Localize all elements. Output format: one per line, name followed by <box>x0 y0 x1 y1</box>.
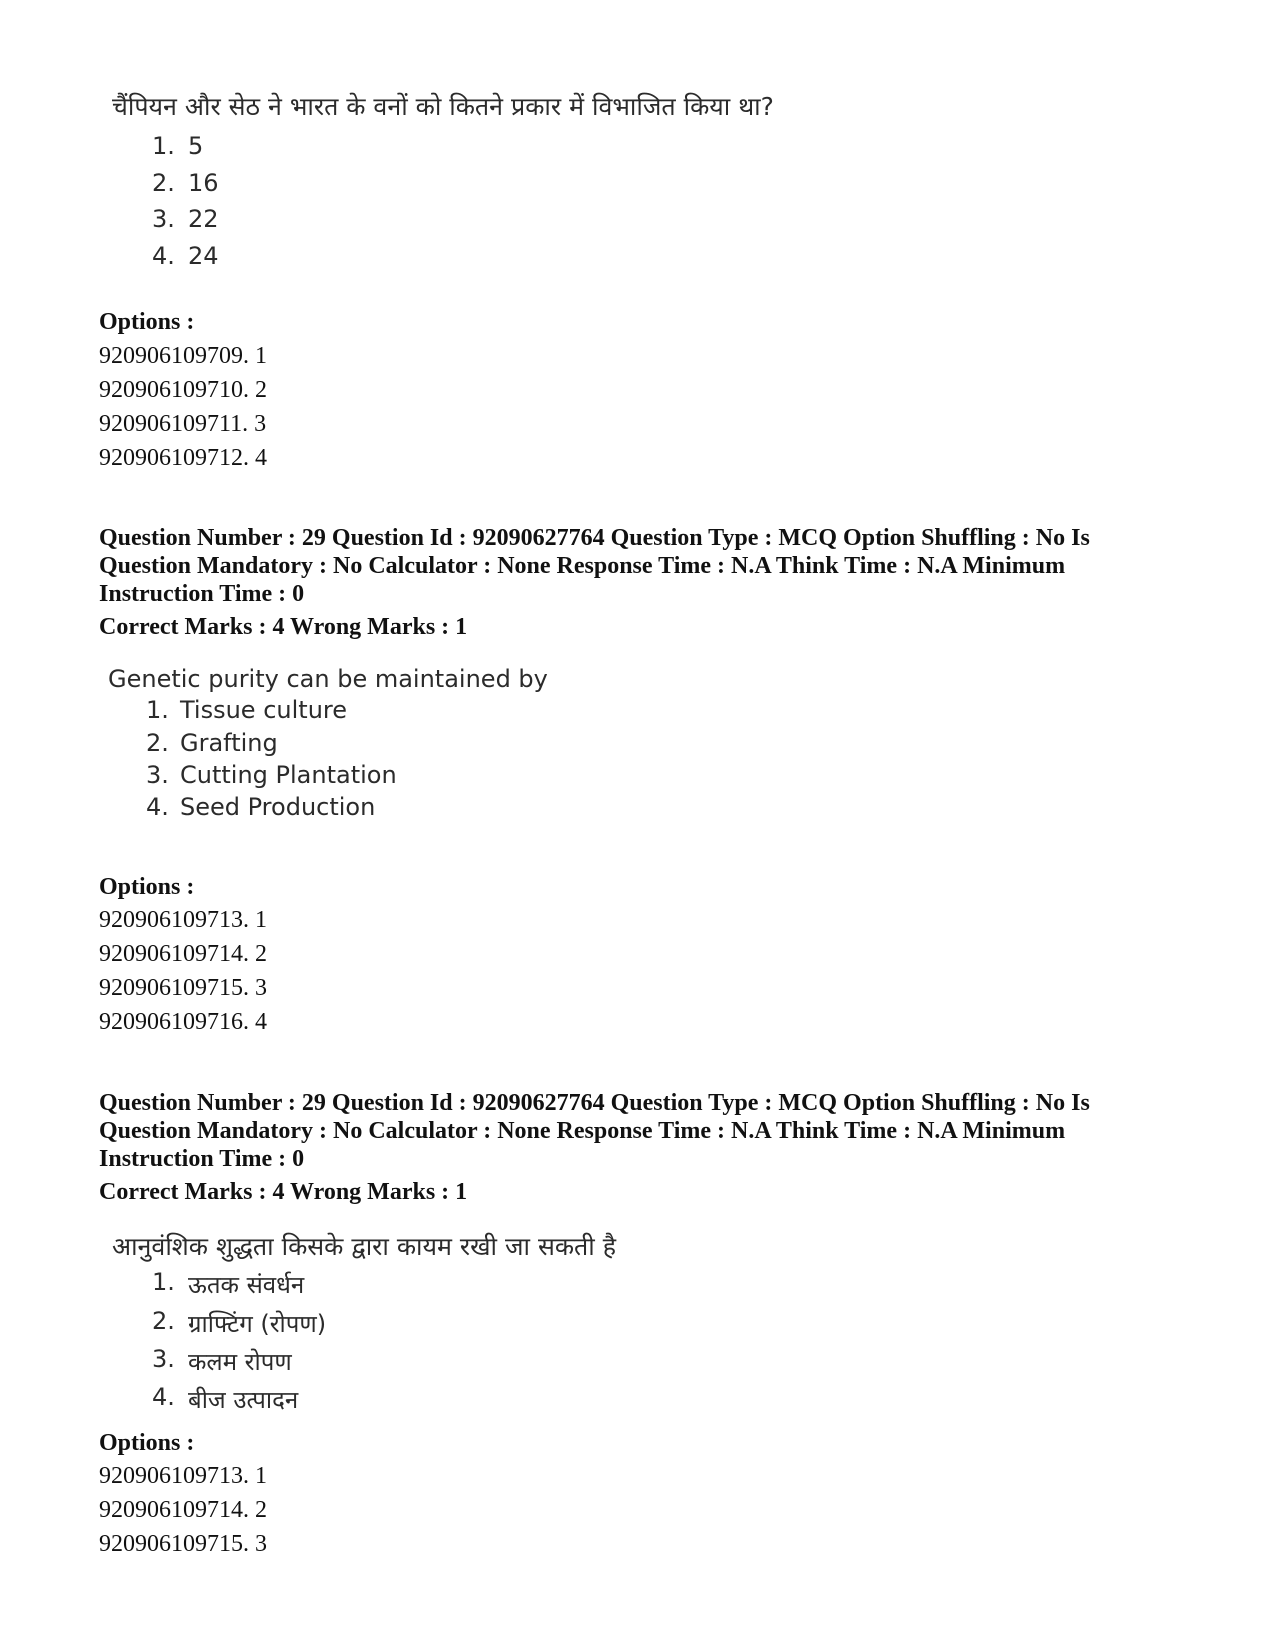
choice-item <box>152 242 452 276</box>
choice-text: बीज उत्पादन <box>188 1386 299 1414</box>
choice-number: 1. <box>146 696 169 724</box>
question-meta <box>99 1089 1199 1173</box>
option-item: 920906109713. 1 <box>99 1463 267 1489</box>
choice-item <box>152 205 452 239</box>
choice-number: 4. <box>152 242 175 270</box>
choice-number: 1. <box>152 132 175 160</box>
choice-number: 2. <box>152 169 175 197</box>
choice-text: ऊतक संवर्धन <box>188 1271 305 1299</box>
choice-number: 3. <box>152 1345 175 1373</box>
choice-item <box>146 793 606 825</box>
choice-number: 2. <box>152 1307 175 1335</box>
question-image-1 <box>112 90 832 280</box>
meta-line: Instruction Time : 0 <box>99 581 305 607</box>
options-heading: Options : <box>99 1430 195 1456</box>
options-list <box>99 903 267 1039</box>
choice-item <box>152 1307 612 1341</box>
option-item: 920906109711. 3 <box>99 411 267 437</box>
meta-line: Question Mandatory : No Calculator : None Response Time : N.A Think Time : N.A Minimum <box>99 553 1066 579</box>
choice-text: 22 <box>188 205 219 233</box>
choice-text: 16 <box>188 169 219 197</box>
choice-number: 1. <box>152 1268 175 1296</box>
choice-item <box>152 169 452 203</box>
choice-text: 5 <box>188 132 204 160</box>
meta-line: Question Number : 29 Question Id : 92090627764 Question Type : MCQ Option Shuffling : No Is <box>99 525 1090 551</box>
marks-line: Correct Marks : 4 Wrong Marks : 1 <box>99 1179 468 1205</box>
choice-text: Grafting <box>180 729 278 757</box>
choice-item <box>152 132 452 166</box>
options-list <box>99 1459 267 1561</box>
choice-item <box>152 1268 612 1302</box>
choice-text: कलम रोपण <box>188 1348 292 1376</box>
question-text: Genetic purity can be maintained by <box>108 665 548 693</box>
option-item: 920906109715. 3 <box>99 975 267 1001</box>
meta-line: Instruction Time : 0 <box>99 1146 305 1172</box>
meta-line: Question Number : 29 Question Id : 92090627764 Question Type : MCQ Option Shuffling : No Is <box>99 1090 1090 1116</box>
question-meta <box>99 524 1199 608</box>
option-item: 920906109716. 4 <box>99 1009 267 1035</box>
options-list <box>99 339 267 475</box>
choice-text: Tissue culture <box>180 696 348 724</box>
option-item: 920906109713. 1 <box>99 907 267 933</box>
choice-number: 3. <box>152 205 175 233</box>
choice-number: 4. <box>146 793 169 821</box>
options-heading: Options : <box>99 309 195 335</box>
meta-line: Question Mandatory : No Calculator : None Response Time : N.A Think Time : N.A Minimum <box>99 1118 1066 1144</box>
question-text: आनुवंशिक शुद्धता किसके द्वारा कायम रखी जा सकती है <box>112 1232 617 1261</box>
choice-text: 24 <box>188 242 219 270</box>
choice-text: ग्राफ्टिंग (रोपण) <box>188 1310 327 1338</box>
choice-item <box>146 729 606 761</box>
choice-number: 4. <box>152 1383 175 1411</box>
option-item: 920906109714. 2 <box>99 1497 267 1523</box>
choice-item <box>146 696 606 728</box>
choice-text: Seed Production <box>180 793 376 821</box>
option-item: 920906109715. 3 <box>99 1531 267 1557</box>
question-image-3 <box>112 1230 672 1420</box>
choice-item <box>152 1383 612 1417</box>
option-item: 920906109714. 2 <box>99 941 267 967</box>
question-text: चैंपियन और सेठ ने भारत के वनों को कितने प्रकार में विभाजित किया था? <box>112 92 774 121</box>
choice-text: Cutting Plantation <box>180 761 397 789</box>
question-image-2 <box>108 662 628 822</box>
option-item: 920906109710. 2 <box>99 377 267 403</box>
options-heading: Options : <box>99 874 195 900</box>
choice-item <box>152 1345 612 1379</box>
option-item: 920906109709. 1 <box>99 343 267 369</box>
option-item: 920906109712. 4 <box>99 445 267 471</box>
choice-number: 2. <box>146 729 169 757</box>
choice-item <box>146 761 606 793</box>
choice-number: 3. <box>146 761 169 789</box>
marks-line: Correct Marks : 4 Wrong Marks : 1 <box>99 614 468 640</box>
